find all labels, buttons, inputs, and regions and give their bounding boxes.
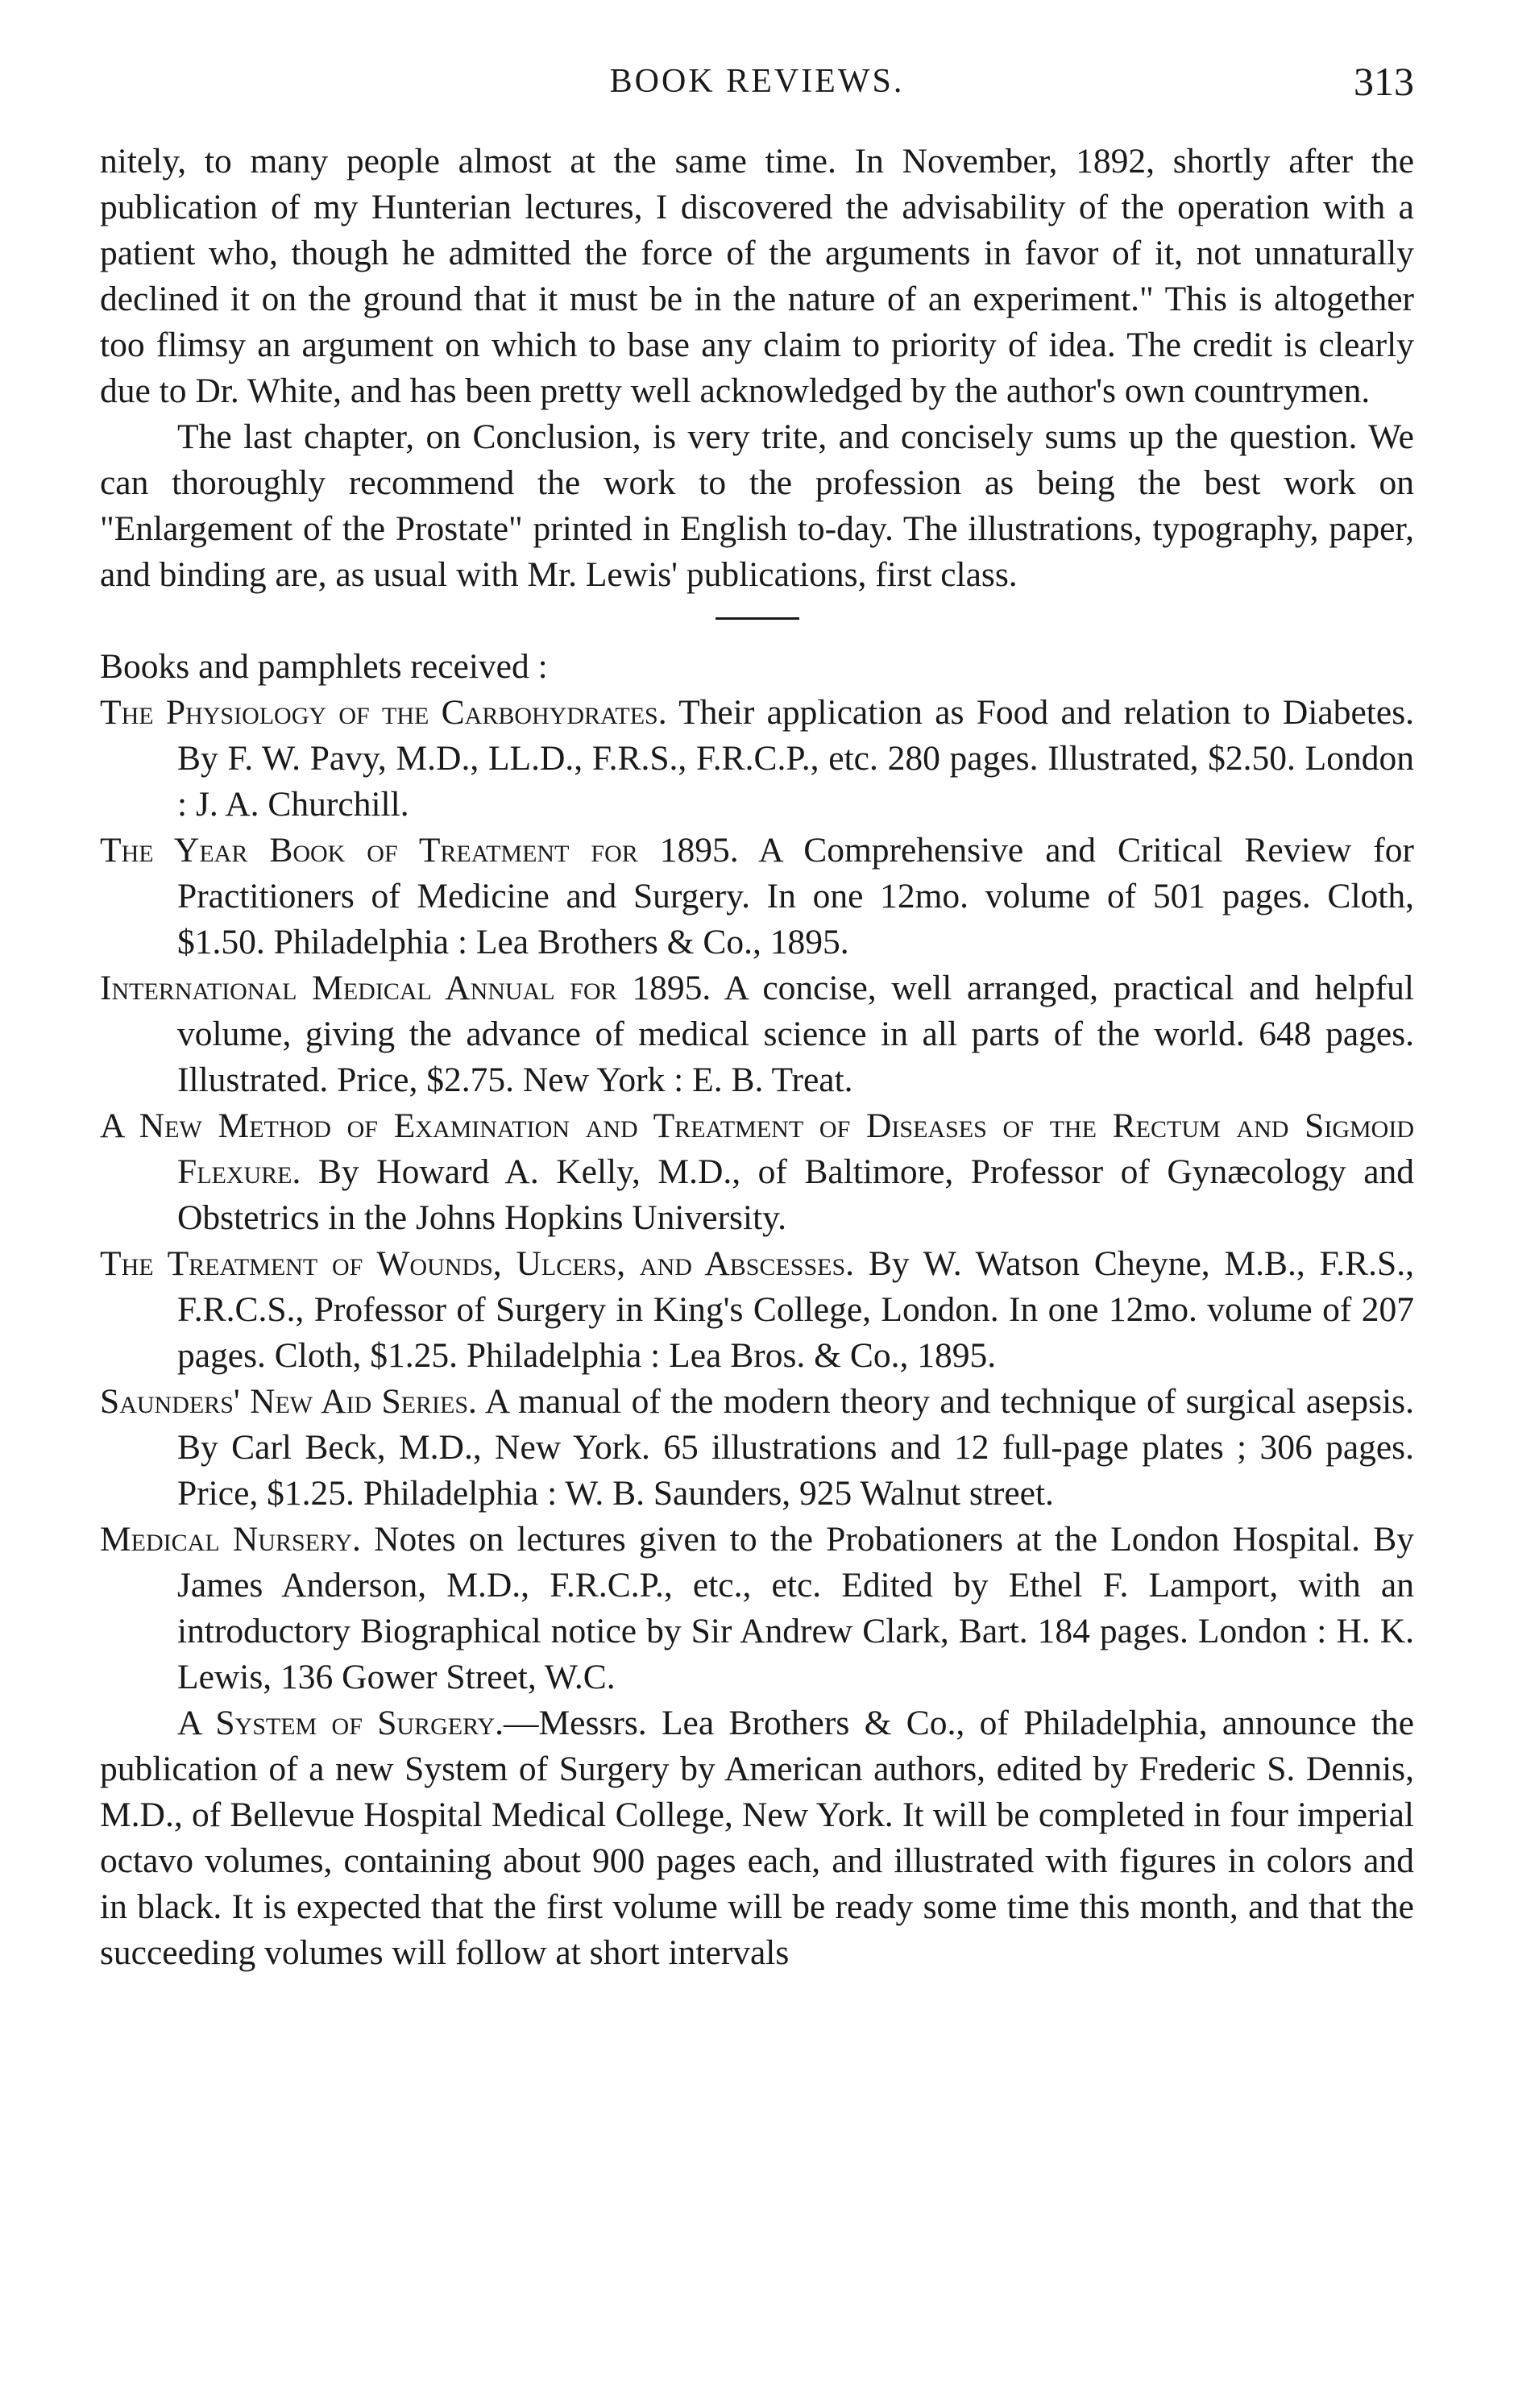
book-details: A manual of the modern theory and technique of surgical asepsis. By Carl Beck, M.D., New York. 65 illustrations and 12 full-page plates ; 306 pages. Price, $1.25. Philadelphia : W. B. Saunders, 925 Walnut street. <box>177 1382 1414 1513</box>
book-details: A concise, well arranged, practical and helpful volume, giving the advance of medical science in all parts of the world. 648 pages. Illustrated. Price, $2.75. New York : E. B. Treat. <box>177 969 1414 1099</box>
book-title: The Year Book of Treatment for 1895. <box>100 831 739 870</box>
book-title: International Medical Annual for 1895. <box>100 969 711 1007</box>
announcement-paragraph <box>100 1700 1414 1976</box>
book-title: Saunders' New Aid Series. <box>100 1382 477 1421</box>
book-entry <box>100 965 1414 1103</box>
review-paragraph-1: nitely, to many people almost at the same time. In November, 1892, shortly after the publication of my Hunterian lectures, I discovered the advisability of the operation with a patient who, though he admitted the force of the arguments in favor of it, not unnaturally declined it on the ground that it must be in the nature of an experiment." This is altogether too flimsy an argument on which to base any claim to priority of idea. The credit is clearly due to Dr. White, and has been pretty well acknowledged by the author's own countrymen. <box>100 142 1414 410</box>
book-entry <box>100 1379 1414 1517</box>
book-title: Medical Nursery. <box>100 1520 361 1559</box>
book-details: Notes on lectures given to the Probationers at the London Hospital. By James Anderson, M.D., F.R.C.P., etc., etc. Edited by Ethel F. Lamport, with an introductory Biographical notice by Sir Andrew Clark, Bart. 184 pages. London : H. K. Lewis, 136 Gower Street, W.C. <box>177 1520 1415 1696</box>
page-number: 313 <box>1354 59 1414 104</box>
book-entry <box>100 1241 1414 1379</box>
announcement-text: —Messrs. Lea Brothers & Co., of Philadelphia, announce the publication of a new System of Surgery by American authors, edited by Frederic S. Dennis, M.D., of Bellevue Hospital Medical College, New York. It will be completed in four imperial octavo volumes, containing about 900 pages each, and illustrated with figures in colors and in black. It is expected that the first volume will be ready some time this month, and that the succeeding volumes will follow at short intervals <box>100 1704 1415 1972</box>
book-details: Their application as Food and relation to Diabetes. By F. W. Pavy, M.D., LL.D., F.R.S., F.R.C.P., etc. 280 pages. Illustrated, $2.50. London : J. A. Churchill. <box>177 693 1414 824</box>
running-head <box>100 53 1414 110</box>
book-entry <box>100 690 1414 828</box>
book-details: By W. Watson Cheyne, M.B., F.R.S., F.R.C.S., Professor of Surgery in King's College, London. In one 12mo. volume of 207 pages. Cloth, $1.25. Philadelphia : Lea Bros. & Co., 1895. <box>177 1244 1414 1375</box>
books-received-heading: Books and pamphlets received : <box>100 647 548 686</box>
book-title: The Physiology of the Carbohydrates. <box>100 693 667 732</box>
book-entry <box>100 1517 1414 1700</box>
book-entry <box>100 1103 1414 1241</box>
page-body <box>100 139 1414 1976</box>
review-paragraph-2: The last chapter, on Conclusion, is very trite, and concisely sums up the question. We can thoroughly recommend the work to the profession as being the best work on "Enlargement of the Prostate" printed in English to-day. The illustrations, typography, paper, and binding are, as usual with Mr. Lewis' publications, first class. <box>100 417 1414 594</box>
book-entry <box>100 828 1414 965</box>
running-head-title: BOOK REVIEWS. <box>609 63 905 100</box>
book-title: The Treatment of Wounds, Ulcers, and Abscesses. <box>100 1244 855 1283</box>
book-details: By Howard A. Kelly, M.D., of Baltimore, Professor of Gynæcology and Obstetrics in the Johns Hopkins University. <box>177 1152 1414 1237</box>
section-divider <box>716 617 799 620</box>
announcement-title: A System of Surgery. <box>177 1704 504 1742</box>
book-details: A Comprehensive and Critical Review for Practitioners of Medicine and Surgery. In one 12mo. volume of 501 pages. Cloth, $1.50. Philadelphia : Lea Brothers & Co., 1895. <box>177 831 1415 961</box>
book-title: A New Method of Examination and Treatment of Diseases of the Rectum and Sigmoid Flexure. <box>100 1106 1414 1191</box>
